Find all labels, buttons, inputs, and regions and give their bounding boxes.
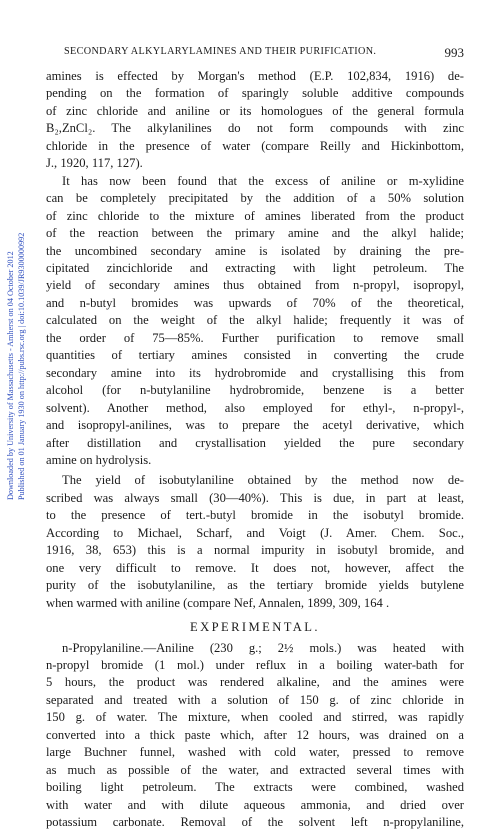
text-line: cipitated zincichloride and extracting with light petroleum. The xyxy=(46,260,464,277)
text-line: of the reaction between the primary amine and the alkyl halide; xyxy=(46,225,464,242)
text-line: quantities of tertiary amines consisted in converting the crude xyxy=(46,347,464,364)
text-line: and n-butyl bromides was upwards of 70% of the theoretical, xyxy=(46,295,464,312)
text-line: J., 1920, 117, 127). xyxy=(46,155,464,172)
text-line: n-Propylaniline.—Aniline (230 g.; 2½ mols.) was heated with xyxy=(46,640,464,657)
text-line: B₂,ZnCl₂. The alkylanilines do not form compounds with zinc xyxy=(46,120,464,137)
running-title: SECONDARY ALKYLARYLAMINES AND THEIR PURIFICATION. xyxy=(64,46,376,57)
text-line: when warmed with aniline (compare Nef, Annalen, 1899, 309, 164 . xyxy=(46,595,464,612)
text-line: scribed was always small (30—40%). This is due, in part at least, xyxy=(46,490,464,507)
publication-notice: Published on 01 January 1930 on http://pubs.rsc.org | doi:10.1039/JR9300000992 xyxy=(17,122,28,500)
text-line: It has now been found that the excess of aniline or m-xylidine xyxy=(46,173,464,190)
text-line: large Buchner funnel, washed with cold water, pressed to remove xyxy=(46,744,464,761)
text-line: alcohol (for n-butylaniline hydrobromide, benzene is a better xyxy=(46,382,464,399)
text-line: of zinc chloride and aniline or its homologues of the general formula xyxy=(46,103,464,120)
text-line: The yield of isobutylaniline obtained by the method now de- xyxy=(46,472,464,489)
text-line: after distillation and crystallisation yielded the pure secondary xyxy=(46,435,464,452)
text-line: purity of the isobutylaniline, as the tertiary bromide yields butylene xyxy=(46,577,464,594)
download-notice: Downloaded by University of Massachusetts - Amherst on 04 October 2012 xyxy=(6,122,17,500)
text-line: the uncombined secondary amine is isolated by draining the pre- xyxy=(46,243,464,260)
text-line: amines is effected by Morgan's method (E.P. 102,834, 1916) de- xyxy=(46,68,464,85)
text-line: boiling light petroleum. The extracts were combined, washed xyxy=(46,779,464,796)
text-line: calculated on the weight of the alkyl halide; frequently it was of xyxy=(46,312,464,329)
text-line: 5 hours, the product was rendered alkaline, and the amines were xyxy=(46,674,464,691)
paragraph-2 xyxy=(46,173,464,470)
text-line: secondary amine into its hydrobromide and crystallising this from xyxy=(46,365,464,382)
section-heading: EXPERIMENTAL. xyxy=(46,619,464,636)
text-line: and isopropyl-anilines, was to prepare the acetyl derivative, which xyxy=(46,417,464,434)
text-line: amine on hydrolysis. xyxy=(46,452,464,469)
text-line: separated and treated with a solution of 150 g. of zinc chloride in xyxy=(46,692,464,709)
text-line: one very difficult to remove. It does not, however, affect the xyxy=(46,560,464,577)
text-line: to the presence of tert.-butyl bromide in the isobutyl bromide. xyxy=(46,507,464,524)
text-line: pending on the formation of sparingly soluble additive compounds xyxy=(46,85,464,102)
text-line: 150 g. of water. The mixture, when cooled and stirred, was rapidly xyxy=(46,709,464,726)
text-line: potassium carbonate. Removal of the solvent left n-propylaniline, xyxy=(46,814,464,831)
download-watermark xyxy=(6,122,28,500)
text-line: 1916, 38, 653) this is a normal impurity in isobutyl bromide, and xyxy=(46,542,464,559)
text-line: solvent). Another method, also employed for ethyl-, n-propyl-, xyxy=(46,400,464,417)
paragraph-3 xyxy=(46,472,464,612)
text-line: with water and with dilute aqueous ammonia, and dried over xyxy=(46,797,464,814)
text-line: chloride in the presence of water (compare Reilly and Hickinbottom, xyxy=(46,138,464,155)
article-body xyxy=(46,68,464,831)
experimental-paragraph xyxy=(46,640,464,831)
text-line: converted into a thick paste which, after 12 hours, was drained on a xyxy=(46,727,464,744)
text-line: of zinc chloride to the mixture of amines liberated from the product xyxy=(46,208,464,225)
paragraph-1 xyxy=(46,68,464,173)
text-line: According to Michael, Scharf, and Voigt (J. Amer. Chem. Soc., xyxy=(46,525,464,542)
text-line: yield of secondary amines thus obtained from n-propyl, isopropyl, xyxy=(46,277,464,294)
page-number: 993 xyxy=(445,45,465,61)
text-line: as much as possible of the water, and extracted several times with xyxy=(46,762,464,779)
text-line: the order of 75—85%. Further purification to remove small xyxy=(46,330,464,347)
text-line: n-propyl bromide (1 mol.) under reflux in a boiling water-bath for xyxy=(46,657,464,674)
text-line: can be completely precipitated by the addition of a 50% solution xyxy=(46,190,464,207)
